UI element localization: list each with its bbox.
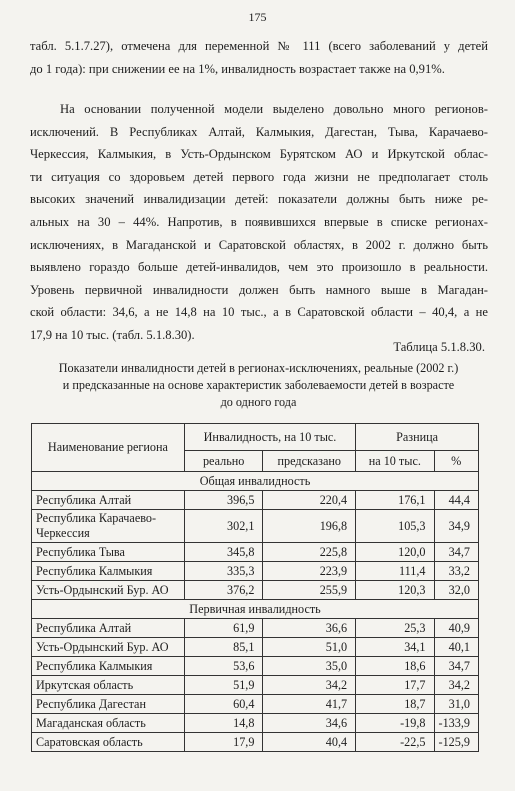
header-real: реально xyxy=(184,451,263,472)
cell-predicted: 51,0 xyxy=(263,638,356,657)
cell-real: 335,3 xyxy=(184,562,263,581)
text-line: ской области: 34,6, а не 14,8 на 10 тыс., а в Саратовской области – 40,4, а не xyxy=(30,305,488,320)
text-line: Черкессия, Калмыкия, в Усть-Ордынском Бурятском АО и Иркутской облас- xyxy=(30,147,488,162)
cell-diff: 111,4 xyxy=(356,562,434,581)
cell-pct: 34,9 xyxy=(434,510,478,543)
caption-line: до одного года xyxy=(220,395,297,409)
table-row xyxy=(32,543,479,562)
cell-pct: 40,9 xyxy=(434,619,478,638)
cell-pct: -133,9 xyxy=(434,714,478,733)
cell-predicted: 255,9 xyxy=(263,581,356,600)
cell-region: Республика Дагестан xyxy=(32,695,185,714)
text-line: ти ситуация со здоровьем детей первого года жизни не предполагает столь xyxy=(30,169,488,184)
cell-predicted: 40,4 xyxy=(263,733,356,752)
section-row xyxy=(32,472,479,491)
table-caption xyxy=(26,360,491,411)
cell-region: Республика Калмыкия xyxy=(32,562,185,581)
cell-diff: 120,0 xyxy=(356,543,434,562)
text-line: выявлено гораздо больше детей-инвалидов, чем это произошло в реальности. xyxy=(30,260,488,275)
text-line: исключений. В Республиках Алтай, Калмыкия, Дагестан, Тыва, Карачаево- xyxy=(30,124,488,139)
cell-diff: -22,5 xyxy=(356,733,434,752)
cell-predicted: 220,4 xyxy=(263,491,356,510)
cell-diff: 105,3 xyxy=(356,510,434,543)
header-predicted: предсказано xyxy=(263,451,356,472)
section-title: Первичная инвалидность xyxy=(32,600,479,619)
text-line: исключениях, в Магаданской и Саратовской областях, в 2002 г. должно быть xyxy=(30,237,488,252)
text-line: На основании полученной модели выделено довольно много регионов- xyxy=(60,102,488,116)
header-disability: Инвалидность, на 10 тыс. xyxy=(184,424,355,451)
table-row xyxy=(32,714,479,733)
text-line: альных на 30 – 44%. Напротив, в появившихся впервые в списке регионах- xyxy=(30,214,488,229)
cell-region: Усть-Ордынский Бур. АО xyxy=(32,638,185,657)
header-region: Наименование региона xyxy=(32,424,185,472)
page-number: 175 xyxy=(248,10,267,24)
table-number: Таблица 5.1.8.30. xyxy=(393,340,485,354)
cell-real: 302,1 xyxy=(184,510,263,543)
table-row xyxy=(32,619,479,638)
cell-pct: 31,0 xyxy=(434,695,478,714)
cell-region: Саратовская область xyxy=(32,733,185,752)
cell-region: Республика Алтай xyxy=(32,491,185,510)
section-title: Общая инвалидность xyxy=(32,472,479,491)
header-per10k: на 10 тыс. xyxy=(356,451,434,472)
cell-real: 60,4 xyxy=(184,695,263,714)
caption-line: и предсказанные на основе характеристик заболеваемости детей в возрасте xyxy=(62,378,455,392)
cell-real: 53,6 xyxy=(184,657,263,676)
cell-predicted: 35,0 xyxy=(263,657,356,676)
cell-diff: 25,3 xyxy=(356,619,434,638)
cell-real: 61,9 xyxy=(184,619,263,638)
table-row xyxy=(32,562,479,581)
cell-predicted: 196,8 xyxy=(263,510,356,543)
cell-predicted: 34,6 xyxy=(263,714,356,733)
cell-region: Иркутская область xyxy=(32,676,185,695)
table-row xyxy=(32,657,479,676)
cell-real: 396,5 xyxy=(184,491,263,510)
table-row xyxy=(32,491,479,510)
cell-predicted: 36,6 xyxy=(263,619,356,638)
table-row xyxy=(32,638,479,657)
cell-region: Республика Тыва xyxy=(32,543,185,562)
section-row xyxy=(32,600,479,619)
text-line: Уровень первичной инвалидности должен быть намного выше в Магадан- xyxy=(30,282,488,297)
text-line: 17,9 на 10 тыс. (табл. 5.1.8.30). xyxy=(30,327,195,342)
paragraph-1 xyxy=(30,35,488,80)
cell-diff: 17,7 xyxy=(356,676,434,695)
paragraph-2 xyxy=(30,98,488,347)
cell-predicted: 223,9 xyxy=(263,562,356,581)
data-table xyxy=(31,423,479,752)
cell-region: Республика Карачаево-Черкессия xyxy=(32,510,185,543)
header-percent: % xyxy=(434,451,478,472)
cell-pct: -125,9 xyxy=(434,733,478,752)
table-row xyxy=(32,676,479,695)
cell-real: 345,8 xyxy=(184,543,263,562)
cell-pct: 34,2 xyxy=(434,676,478,695)
table-row xyxy=(32,510,479,543)
cell-pct: 34,7 xyxy=(434,543,478,562)
caption-line: Показатели инвалидности детей в регионах-исключениях, реальные (2002 г.) xyxy=(58,361,459,375)
cell-predicted: 34,2 xyxy=(263,676,356,695)
cell-pct: 44,4 xyxy=(434,491,478,510)
text-line: высоких значений инвалидизации детей: показатели должны быть ниже ре- xyxy=(30,192,488,207)
cell-real: 51,9 xyxy=(184,676,263,695)
cell-diff: 18,6 xyxy=(356,657,434,676)
table-row xyxy=(32,581,479,600)
cell-pct: 34,7 xyxy=(434,657,478,676)
cell-region: Магаданская область xyxy=(32,714,185,733)
cell-diff: 120,3 xyxy=(356,581,434,600)
cell-pct: 32,0 xyxy=(434,581,478,600)
header-difference: Разница xyxy=(356,424,479,451)
text-line: до 1 года): при снижении ее на 1%, инвалидность возрастает также на 0,91%. xyxy=(30,61,445,76)
cell-predicted: 41,7 xyxy=(263,695,356,714)
table-body xyxy=(32,472,479,752)
cell-real: 85,1 xyxy=(184,638,263,657)
cell-diff: -19,8 xyxy=(356,714,434,733)
cell-region: Республика Алтай xyxy=(32,619,185,638)
cell-region: Усть-Ордынский Бур. АО xyxy=(32,581,185,600)
cell-real: 376,2 xyxy=(184,581,263,600)
cell-pct: 40,1 xyxy=(434,638,478,657)
cell-diff: 176,1 xyxy=(356,491,434,510)
text-line: табл. 5.1.7.27), отмечена для переменной № 111 (всего заболеваний у детей xyxy=(30,39,488,53)
cell-diff: 34,1 xyxy=(356,638,434,657)
cell-real: 17,9 xyxy=(184,733,263,752)
table-row xyxy=(32,695,479,714)
cell-real: 14,8 xyxy=(184,714,263,733)
cell-region: Республика Калмыкия xyxy=(32,657,185,676)
cell-pct: 33,2 xyxy=(434,562,478,581)
cell-diff: 18,7 xyxy=(356,695,434,714)
table-row xyxy=(32,733,479,752)
cell-predicted: 225,8 xyxy=(263,543,356,562)
